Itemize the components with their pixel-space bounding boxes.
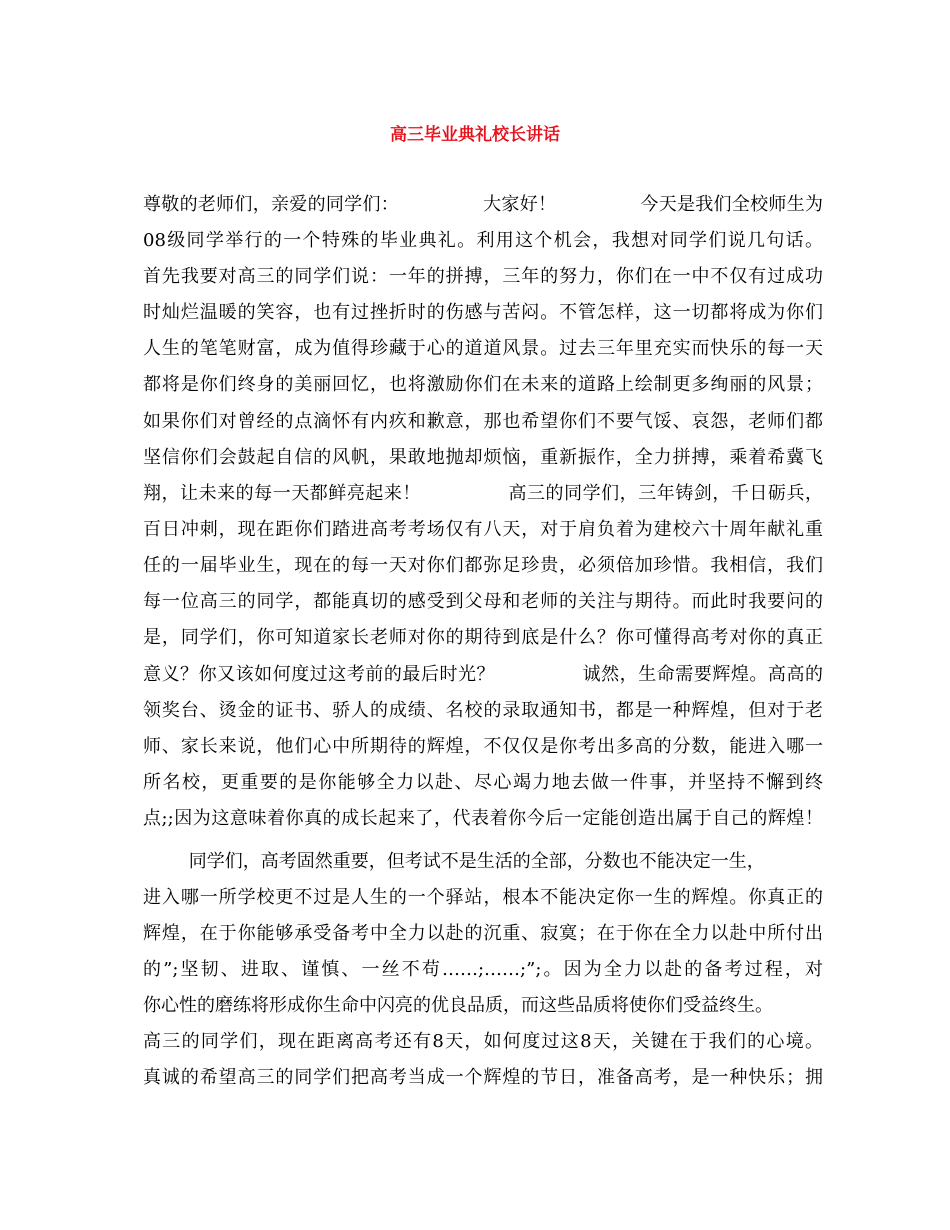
body-line: 时灿烂温暖的笑容，也有过挫折时的伤感与苦闷。不管怎样，这一切都将成为你们 [143,302,823,323]
body-line: 首先我要对高三的同学们说：一年的拼搏，三年的努力，你们在一中不仅有过成功 [143,266,823,287]
body-line: 任的一届毕业生，现在的每一天对你们都弥足珍贵，必须倍加珍惜。我相信，我们 [143,555,823,576]
body-line: 点;;因为这意味着你真的成长起来了，代表着你今后一定能创造出属于自己的辉煌！ [143,808,823,829]
body-line: 意义？你又该如何度过这考前的最后时光？ 诚然，生命需要辉煌。高高的 [143,664,823,685]
body-line: 同学们，高考固然重要，但考试不是生活的全部，分数也不能决定一生， [143,851,765,872]
body-line: 领奖台、烫金的证书、骄人的成绩、名校的录取通知书，都是一种辉煌，但对于老 [143,700,823,721]
body-line: 翔，让未来的每一天都鲜亮起来！ 高三的同学们，三年铸剑，千日砺兵， [143,483,823,504]
body-line: 都将是你们终身的美丽回忆，也将激励你们在未来的道路上绘制更多绚丽的风景； [143,374,823,395]
body-line: 你心性的磨练将形成你生命中闪亮的优良品质，而这些品质将使你们受益终生。 [143,995,773,1016]
body-line: 尊敬的老师们，亲爱的同学们： 大家好！ 今天是我们全校师生为 [143,194,823,215]
body-line: 高三的同学们，现在距离高考还有8天，如何度过这8天，关键在于我们的心境。 [143,1031,823,1052]
body-line: 百日冲刺，现在距你们踏进高考考场仅有八天，对于肩负着为建校六十周年献礼重 [143,519,823,540]
body-line: 所名校，更重要的是你能够全力以赴、尽心竭力地去做一件事，并坚持不懈到终 [143,772,823,793]
body-line: 师、家长来说，他们心中所期待的辉煌，不仅仅是你考出多高的分数，能进入哪一 [143,736,823,757]
body-line: 如果你们对曾经的点滴怀有内疚和歉意，那也希望你们不要气馁、哀怨，老师们都 [143,411,823,432]
body-line: 辉煌，在于你能够承受备考中全力以赴的沉重、寂寞；在于你在全力以赴中所付出 [143,923,823,944]
body-line: 进入哪一所学校更不过是人生的一个驿站，根本不能决定你一生的辉煌。你真正的 [143,887,823,908]
body-line: 人生的笔笔财富，成为值得珍藏于心的道道风景。过去三年里充实而快乐的每一天 [143,338,823,359]
document-title: 高三毕业典礼校长讲话 [390,125,560,145]
body-line: 是，同学们，你可知道家长老师对你的期待到底是什么？你可懂得高考对你的真正 [143,627,823,648]
body-line: 08级同学举行的一个特殊的毕业典礼。利用这个机会，我想对同学们说几句话。 [143,230,823,251]
body-line: 坚信你们会鼓起自信的风帆，果敢地抛却烦恼，重新振作，全力拼搏，乘着希冀飞 [143,447,823,468]
body-line: 每一位高三的同学，都能真切的感受到父母和老师的关注与期待。而此时我要问的 [143,591,823,612]
body-line: 真诚的希望高三的同学们把高考当成一个辉煌的节日，准备高考，是一种快乐；拥 [143,1067,823,1088]
body-line: 的”;坚韧、进取、谨慎、一丝不苟……;……;”;。因为全力以赴的备考过程，对 [143,959,823,980]
